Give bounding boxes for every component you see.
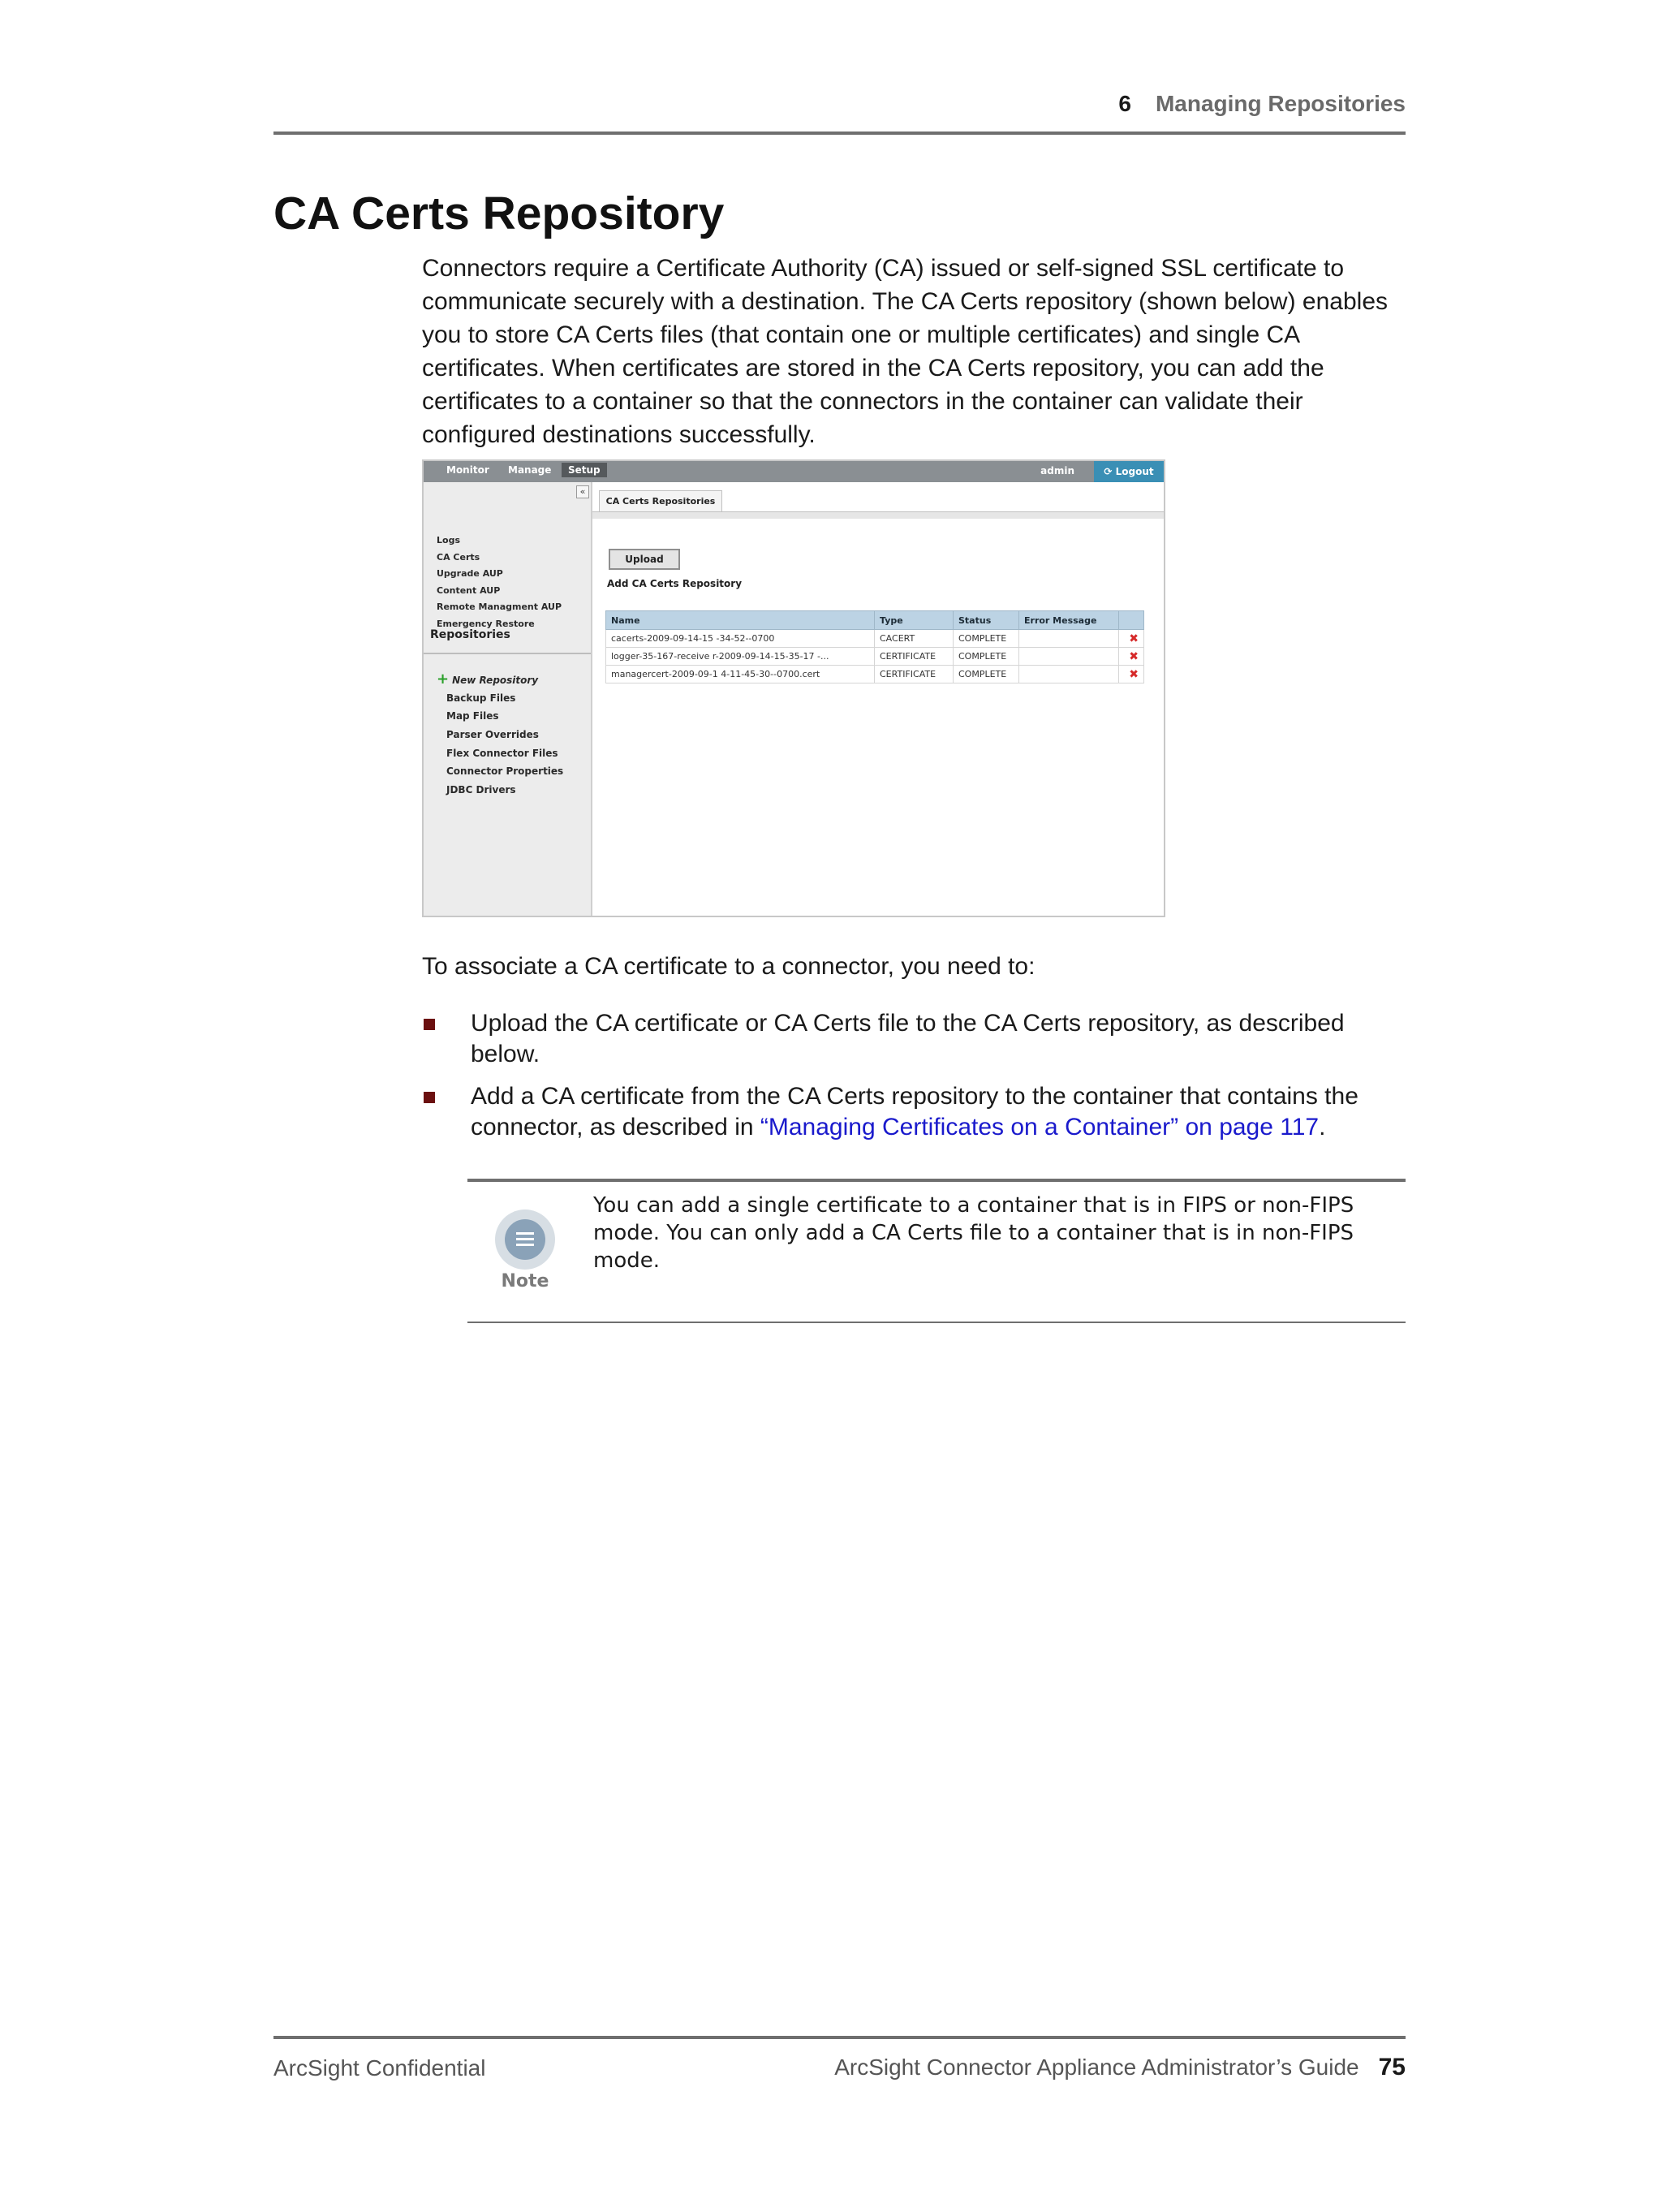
cell-status: COMPLETE: [954, 648, 1019, 666]
cell-name: cacerts-2009-09-14-15 -34-52--0700: [606, 630, 875, 648]
sidebar-item-logs[interactable]: Logs: [437, 535, 460, 545]
repository-table: [605, 610, 1144, 683]
sidebar-item-backup-files[interactable]: Backup Files: [446, 692, 516, 704]
logout-button[interactable]: [1094, 461, 1164, 482]
repositories-heading: Repositories: [430, 628, 510, 641]
cell-error-message: [1019, 648, 1119, 666]
associate-paragraph: To associate a CA certificate to a connector, you need to:: [422, 953, 1036, 980]
sidebar: [424, 482, 592, 916]
sidebar-item-emergency-restore[interactable]: Emergency Restore: [437, 618, 535, 629]
app-screenshot: [422, 459, 1165, 917]
repository-menu: [437, 670, 564, 800]
plus-icon: +: [437, 670, 450, 688]
bullet-text: Upload the CA certificate or CA Certs file to the CA Certs repository, as described below.: [471, 1010, 1345, 1067]
cell-type: CACERT: [875, 630, 954, 648]
cell-error-message: [1019, 630, 1119, 648]
sidebar-item-map-files[interactable]: Map Files: [446, 710, 499, 722]
refresh-icon: ⟳: [1104, 466, 1116, 477]
steps-list: [422, 1008, 1408, 1154]
cell-status: COMPLETE: [954, 630, 1019, 648]
logout-label: Logout: [1115, 466, 1154, 477]
delete-icon[interactable]: ✖: [1119, 630, 1144, 648]
collapse-sidebar-button[interactable]: «: [576, 485, 589, 498]
chapter-heading: [1118, 91, 1406, 117]
chapter-number: 6: [1118, 91, 1131, 116]
new-repository-label: New Repository: [452, 675, 539, 686]
sidebar-item-jdbc-drivers[interactable]: JDBC Drivers: [446, 784, 516, 796]
sidebar-item-content-aup[interactable]: Content AUP: [437, 584, 501, 596]
bullet-square-icon: [424, 1019, 435, 1030]
note-label: Note: [501, 1271, 549, 1291]
intro-paragraph: Connectors require a Certificate Authority (CA) issued or self-signed SSL certificate to communicate securely with a destination. The CA Certs repository (shown below) enables you to store CA Certs files (that contain one or multiple certificates) and single CA certificates. When certificates are stored in the CA Certs repository, you can add the certificates to a container so that the connectors in the container can validate their configured destinations successfully.: [422, 255, 1389, 448]
bullet-square-icon: [424, 1092, 435, 1103]
setup-menu: [437, 533, 562, 632]
sidebar-item-connector-properties[interactable]: Connector Properties: [446, 765, 564, 778]
add-repository-label: Add CA Certs Repository: [607, 578, 743, 589]
top-nav-bar: [424, 461, 1164, 482]
cell-type: CERTIFICATE: [875, 648, 954, 666]
cell-name: managercert-2009-09-1 4-11-45-30--0700.cert: [606, 666, 875, 683]
current-user: admin: [1040, 465, 1074, 476]
column-type[interactable]: Type: [875, 611, 954, 630]
cell-type: CERTIFICATE: [875, 666, 954, 683]
new-repository-link[interactable]: [437, 670, 563, 689]
note-box: [467, 1179, 1406, 1323]
table-row[interactable]: [606, 648, 1144, 666]
bullet-text: Add a CA certificate from the CA Certs repository to the container that contains the connector, as described in: [471, 1083, 1358, 1140]
list-item: [422, 1081, 1408, 1143]
footer-guide-title: [834, 2054, 1406, 2081]
guide-title: ArcSight Connector Appliance Administrator’s Guide: [834, 2055, 1359, 2080]
table-row[interactable]: [606, 630, 1144, 648]
tab-ca-certs-repositories[interactable]: CA Certs Repositories: [599, 490, 722, 512]
column-delete: [1119, 611, 1144, 630]
column-status[interactable]: Status: [954, 611, 1019, 630]
delete-icon[interactable]: ✖: [1119, 666, 1144, 683]
tab-manage[interactable]: Manage: [508, 464, 552, 476]
column-error-message[interactable]: Error Message: [1019, 611, 1119, 630]
footer-confidential: ArcSight Confidential: [273, 2055, 486, 2080]
chapter-title: Managing Repositories: [1155, 91, 1406, 116]
table-row[interactable]: [606, 666, 1144, 683]
sidebar-item-remote-management-aup[interactable]: Remote Managment AUP: [437, 602, 562, 612]
page-number: 75: [1378, 2054, 1406, 2080]
panel-tab-strip: [592, 511, 1164, 519]
note-text: You can add a single certificate to a container that is in FIPS or non-FIPS mode. You can only add a CA Certs file to a container that is in non-FIPS mode.: [593, 1193, 1354, 1273]
note-icon: [495, 1209, 555, 1270]
cell-error-message: [1019, 666, 1119, 683]
sidebar-item-flex-connector-files[interactable]: Flex Connector Files: [446, 747, 558, 759]
sidebar-item-ca-certs[interactable]: CA Certs: [437, 551, 480, 563]
sidebar-item-upgrade-aup[interactable]: Upgrade AUP: [437, 568, 503, 579]
tab-monitor[interactable]: Monitor: [446, 464, 489, 476]
main-panel: [592, 482, 1164, 916]
upload-button[interactable]: Upload: [609, 549, 680, 570]
bullet-text-suffix: .: [1319, 1114, 1326, 1140]
table-header-row: [606, 611, 1144, 630]
section-title: CA Certs Repository: [273, 188, 725, 239]
sidebar-divider: [424, 653, 591, 654]
running-header: [273, 91, 1406, 135]
list-item: [422, 1008, 1408, 1070]
column-name[interactable]: Name: [606, 611, 875, 630]
note-icon-group: [492, 1209, 558, 1291]
running-footer: [273, 2036, 1406, 2088]
cell-name: logger-35-167-receive r-2009-09-14-15-35-17 -...: [606, 648, 875, 666]
tab-setup[interactable]: Setup: [562, 463, 607, 477]
delete-icon[interactable]: ✖: [1119, 648, 1144, 666]
cross-reference-link[interactable]: “Managing Certificates on a Container” on page 117: [760, 1114, 1320, 1140]
cell-status: COMPLETE: [954, 666, 1019, 683]
sidebar-item-parser-overrides[interactable]: Parser Overrides: [446, 729, 539, 741]
